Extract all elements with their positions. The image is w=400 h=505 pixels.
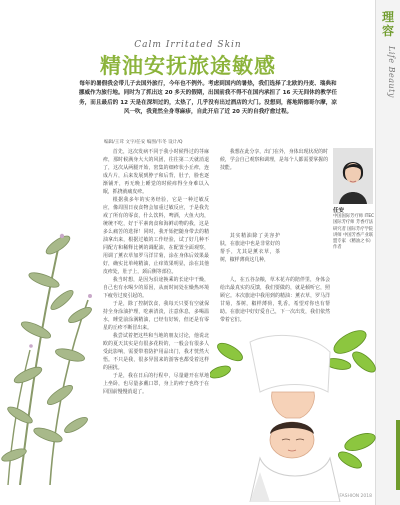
author-portrait: [333, 148, 373, 204]
article-column-2: [220, 148, 328, 230]
page-footer: FASHION 2018: [339, 494, 372, 499]
paragraph: 我当时想，是因为沿途换乘的长途中干燥，自己也有水喝少的原因，从而时间处在燥热环境下疲劳过度引起的。: [103, 277, 209, 299]
article-credits: 编辑/王茸 文字/任安 编图/韦冬 设计/Q: [104, 140, 183, 145]
article-column-1: [103, 148, 209, 500]
section-category: 理容: [381, 10, 394, 38]
paragraph: 根据我多年的实务经验，它是一种过敏反应，像周围日夜食物会加重过敏反应，于是我先戒了所有的零食，什么饮料，啤酒，大鱼大肉，统统不吃，好于平素肉食和海鲜动物的我，这是多么痛苦的选择！同时，我开始把随身带去的精油拿出来，根据过敏的工作经验，试了好几种不同配方和稀释比例的调配油，在配置全面观察，用调了薰衣草加罗马洋甘菊，涂在身体后效果最好，确实比单纯精油，止痒效果明显，涂在其他皮疹处，肚子上，颈后侧等部位。: [103, 197, 209, 275]
article-title: 精油安抚旅途敏感: [100, 54, 276, 78]
paragraph: 于是，除了控制饮食，我每天只要有空就保持全身涂油护理，吃素清淡，注意休息，多喝温水，睡觉前涂满精油，已经有好转，但还是有零星的丘疹不断冒出来。: [103, 301, 209, 331]
paragraph: 我想在此分享，出门在外，身体出现状况的时候，学会自己观察和调理，是每个人都需要掌握的技能。: [220, 149, 328, 171]
author-bio: 中国国际芳疗师 ITEC国际芳疗师 芳香疗法研究者 国际芳疗学院讲师 中国芳香产业联盟专家 《精油之书》作者: [333, 214, 375, 251]
paragraph: 其实精油除了美容护肤，在旅途中也是非常好的帮手，尤其是薰衣草，茶树，椒样薄荷这几种，: [220, 233, 280, 263]
author-info: [333, 208, 375, 251]
article-column-2c: [220, 276, 330, 328]
paragraph: 人，在五谷杂粮，草木花卉的陪伴里，身体会给出最真实的反馈，我们要做的，就是倾听它，照顾它。本次旅途中我用到的精油：薰衣草，罗马洋甘菊，茶树，椒样薄荷，乳香。希望对你也有帮助。在旅途中好好爱自己，下一次出发，我们依然带着它们。: [220, 277, 330, 323]
article-lead: 每年的暑假我会带儿子去国外旅行，今年也不例外。考虑到国内的暑热，我们选择了北欧的丹麦、瑞典和挪威作为旅行地。同时为了抓出这 20 多天的假期，出国前我不得不在国内承担了 16 天无间休的教学任务，而且最后的 12 天是在深圳过的，太热了，几乎没有出过酒店的大门。没想到，落地斯德哥尔摩，凉风一吹，我竟然全身荨麻疹，自此开启了近 20 天的自我疗愈过程。: [78, 81, 338, 115]
section-subtitle: Life Beauty: [387, 46, 396, 98]
plant-illustration: [0, 150, 104, 485]
massage-illustration: [210, 322, 378, 502]
section-accent-bar: [396, 420, 400, 490]
article-column-2b: [220, 232, 280, 274]
paragraph: 我尝试着把这些和当地的朋友讨论，他说北欧的夏天其实是有很多花粉的，一般会有很多人受此影响，需要带着防护用品出门，我才恍然大悟。不只是我，很多异国来的游客也都受着这样的困扰。: [103, 333, 209, 371]
paragraph: 首先，这次发病不同于我小时候得过的荨麻疹，那时候满身大大的风团，往往第二天就消退了，这次从两腿开始，密集的细疹状小丘疹，连成片片，后来发展到脖子和后背，肚子，脸也逐渐铺开，再无晚上睡觉的时候痒得全身难以入眠，抓挠就痛皮疹。: [103, 149, 209, 195]
section-tab: [375, 0, 400, 505]
author-name: 任安: [333, 208, 345, 214]
english-title: Calm Irritated Skin: [134, 40, 242, 50]
paragraph: 于是，我在日后的行程中，尽量避开在草地上坐卧，也尽量多戴口罩，身上的疹子也终于在回国前慢慢消退了。: [103, 373, 209, 395]
